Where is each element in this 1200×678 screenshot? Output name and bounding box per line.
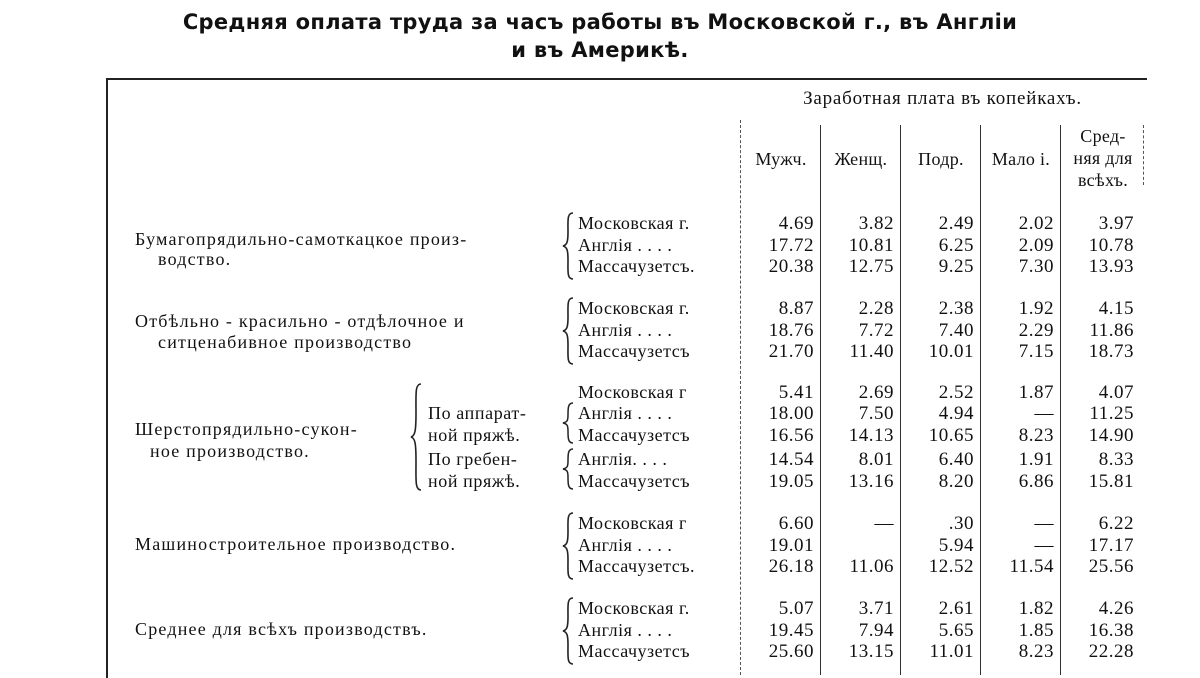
cell-value: 25.56 xyxy=(1088,556,1134,577)
cell-value: 4.15 xyxy=(1098,298,1134,319)
region-name: Англія . . . . xyxy=(578,620,673,640)
cell-value: 1.91 xyxy=(1018,449,1054,470)
cell-value: 11.06 xyxy=(849,556,894,577)
column-divider xyxy=(820,125,821,675)
cell-value: 2.69 xyxy=(858,382,894,403)
cell-value: 17.72 xyxy=(768,235,814,256)
region-name: Московская г xyxy=(578,513,687,533)
region-name: Англія . . . . xyxy=(578,535,673,555)
cell-value: 11.01 xyxy=(929,641,974,662)
region-name: Англія . . . . xyxy=(578,403,673,423)
cell-value: 10.81 xyxy=(848,235,894,256)
cell-value: 13.15 xyxy=(848,641,894,662)
column-divider xyxy=(900,125,901,675)
cell-value: 11.25 xyxy=(1089,403,1134,424)
section-label: ное производство. xyxy=(150,441,310,461)
cell-value: 21.70 xyxy=(768,341,814,362)
cell-value: — xyxy=(1034,535,1054,556)
cell-value: 2.29 xyxy=(1018,320,1054,341)
region-name: Массачузетсъ xyxy=(578,341,690,361)
cell-value: 2.61 xyxy=(938,598,974,619)
cell-value: 8.01 xyxy=(858,449,894,470)
region-name: Московская г xyxy=(578,382,687,402)
cell-value: 14.90 xyxy=(1088,425,1134,446)
cell-value: 22.28 xyxy=(1088,641,1134,662)
cell-value: 25.60 xyxy=(768,641,814,662)
cell-value: 16.38 xyxy=(1088,620,1134,641)
cell-value: 2.52 xyxy=(938,382,974,403)
cell-value: 13.16 xyxy=(848,471,894,492)
subsection-label: По гребен- xyxy=(428,449,518,469)
cell-value: 10.65 xyxy=(928,425,974,446)
cell-value: 4.26 xyxy=(1098,598,1134,619)
section-label: Отбѣльно - красильно - отдѣлочное и xyxy=(135,311,465,331)
cell-value: 18.73 xyxy=(1088,341,1134,362)
section-label: водство. xyxy=(158,249,232,269)
region-name: Массачузетсъ xyxy=(578,425,690,445)
cell-value: 10.01 xyxy=(928,341,974,362)
cell-value: 1.85 xyxy=(1018,620,1054,641)
column-header-men: Мужч. xyxy=(755,149,807,169)
cell-value: 4.69 xyxy=(778,213,814,234)
subsection-label: ной пряжѣ. xyxy=(428,471,521,491)
cell-value: — xyxy=(1034,403,1054,424)
cell-value: 11.54 xyxy=(1009,556,1054,577)
brace-icon xyxy=(562,512,574,580)
table-top-border xyxy=(107,78,1147,80)
cell-value: 1.87 xyxy=(1018,382,1054,403)
cell-value: 9.25 xyxy=(938,256,974,277)
cell-value: 6.40 xyxy=(938,449,974,470)
region-name: Массачузетсъ xyxy=(578,641,690,661)
cell-value: 2.38 xyxy=(938,298,974,319)
brace-icon xyxy=(562,448,574,490)
cell-value: 7.94 xyxy=(858,620,894,641)
cell-value: 5.65 xyxy=(938,620,974,641)
column-header-average-line-2: няя для xyxy=(1073,148,1133,168)
column-header-minors: Мало і. xyxy=(991,149,1051,169)
column-divider xyxy=(1060,125,1061,675)
page-title-line-1: Средняя оплата труда за часъ работы въ Московской г., въ Англіи xyxy=(182,10,1018,34)
cell-value: 3.71 xyxy=(858,598,894,619)
cell-value: 16.56 xyxy=(768,425,814,446)
cell-value: 19.01 xyxy=(768,535,814,556)
column-header-youths: Подр. xyxy=(918,149,964,169)
cell-value: 3.97 xyxy=(1098,213,1134,234)
cell-value: 7.50 xyxy=(858,403,894,424)
cell-value: 10.78 xyxy=(1088,235,1134,256)
cell-value: 2.02 xyxy=(1018,213,1054,234)
cell-value: 6.25 xyxy=(938,235,974,256)
cell-value: 2.09 xyxy=(1018,235,1054,256)
column-header-average-line-1: Сред- xyxy=(1080,126,1126,146)
brace-icon xyxy=(562,297,574,365)
cell-value: 7.72 xyxy=(858,320,894,341)
subsection-label: По аппарат- xyxy=(428,403,527,423)
page-title-line-2: и въ Америкѣ. xyxy=(511,38,689,62)
region-name: Московская г. xyxy=(578,213,690,233)
brace-icon xyxy=(562,402,574,444)
column-divider xyxy=(740,120,741,675)
cell-value: 1.92 xyxy=(1018,298,1054,319)
cell-value: 6.60 xyxy=(778,513,814,534)
section-label: ситценабивное производство xyxy=(158,332,413,352)
wage-group-header: Заработная плата въ копейкахъ. xyxy=(803,88,1082,109)
cell-value: 8.23 xyxy=(1018,425,1054,446)
cell-value: 5.07 xyxy=(778,598,814,619)
cell-value: 2.49 xyxy=(938,213,974,234)
cell-value: 19.45 xyxy=(768,620,814,641)
cell-value: 4.07 xyxy=(1098,382,1134,403)
cell-value: — xyxy=(1034,513,1054,534)
cell-value: 12.52 xyxy=(928,556,974,577)
region-name: Массачузетсъ. xyxy=(578,556,695,576)
table-left-border xyxy=(106,78,108,678)
cell-value: 12.75 xyxy=(848,256,894,277)
region-name: Массачузетсъ xyxy=(578,471,690,491)
cell-value: 5.94 xyxy=(938,535,974,556)
region-name: Англія . . . . xyxy=(578,235,673,255)
cell-value: 20.38 xyxy=(768,256,814,277)
cell-value: 8.87 xyxy=(778,298,814,319)
cell-value: 3.82 xyxy=(858,213,894,234)
section-label: Машиностроительное производство. xyxy=(135,534,457,554)
region-name: Московская г. xyxy=(578,298,690,318)
section-label: Среднее для всѣхъ производствъ. xyxy=(135,619,428,639)
cell-value: 17.17 xyxy=(1088,535,1134,556)
cell-value: 18.00 xyxy=(768,403,814,424)
cell-value: 7.40 xyxy=(938,320,974,341)
cell-value: 13.93 xyxy=(1088,256,1134,277)
cell-value: 7.15 xyxy=(1018,341,1054,362)
cell-value: 14.13 xyxy=(848,425,894,446)
column-header-women: Женщ. xyxy=(834,149,888,169)
region-name: Англія . . . . xyxy=(578,320,673,340)
cell-value: 1.82 xyxy=(1018,598,1054,619)
brace-icon xyxy=(410,383,422,491)
cell-value: 15.81 xyxy=(1088,471,1134,492)
column-divider xyxy=(980,125,981,675)
brace-icon xyxy=(562,212,574,280)
region-name: Массачузетсъ. xyxy=(578,256,695,276)
region-name: Московская г. xyxy=(578,598,690,618)
cell-value: 11.40 xyxy=(849,341,894,362)
column-header-average-line-3: всѣхъ. xyxy=(1077,170,1129,190)
cell-value: 6.22 xyxy=(1098,513,1134,534)
section-label: Бумагопрядильно-самоткацкое произ- xyxy=(135,229,468,249)
subsection-label: ной пряжѣ. xyxy=(428,425,521,445)
cell-value: 2.28 xyxy=(858,298,894,319)
cell-value: 6.86 xyxy=(1018,471,1054,492)
cell-value: 11.86 xyxy=(1089,320,1134,341)
cell-value: 18.76 xyxy=(768,320,814,341)
section-label: Шерстопрядильно-сукон- xyxy=(135,419,358,439)
cell-value: 4.94 xyxy=(938,403,974,424)
cell-value: .30 xyxy=(948,513,974,534)
cell-value: 7.30 xyxy=(1018,256,1054,277)
cell-value: — xyxy=(874,513,894,534)
cell-value: 26.18 xyxy=(768,556,814,577)
region-name: Англія. . . . xyxy=(578,449,668,469)
brace-icon xyxy=(562,597,574,665)
cell-value: 5.41 xyxy=(778,382,814,403)
cell-value: 8.20 xyxy=(938,471,974,492)
cell-value: 8.33 xyxy=(1098,449,1134,470)
cell-value: 14.54 xyxy=(768,449,814,470)
cell-value: 8.23 xyxy=(1018,641,1054,662)
cell-value: 19.05 xyxy=(768,471,814,492)
